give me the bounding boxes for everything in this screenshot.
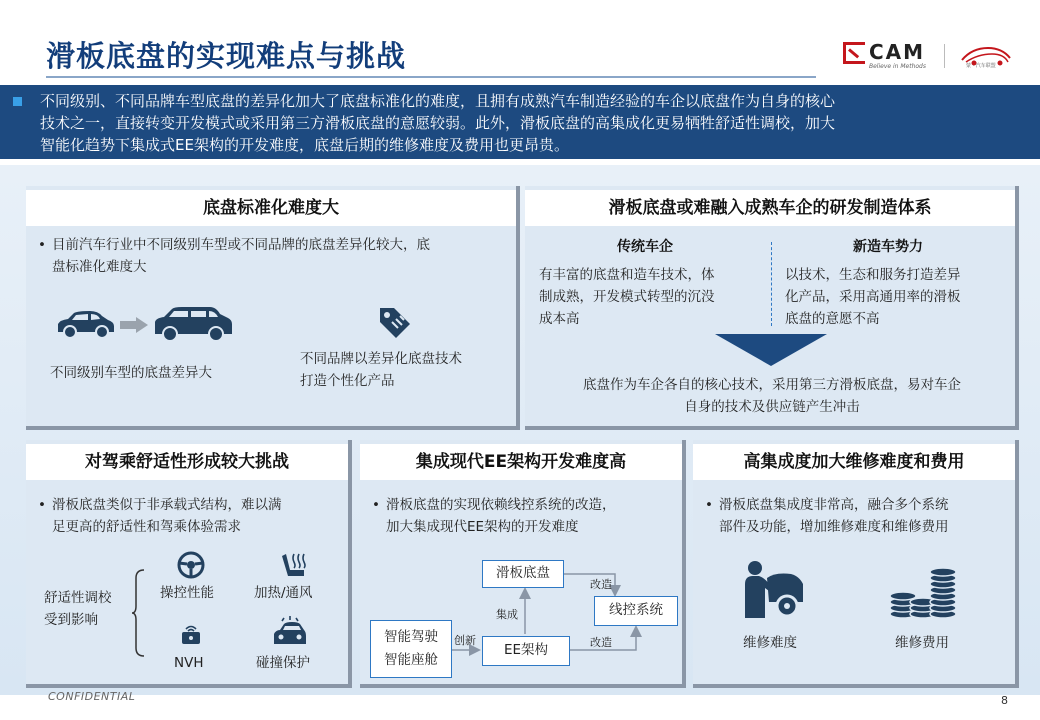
page-number: 8 [1001, 694, 1008, 707]
label-innovate: 创新 [454, 634, 476, 647]
text-line-1: 底盘作为车企各自的核心技术，采用第三方滑板底盘，易对车企 [583, 377, 961, 393]
panel-ee-architecture-title: 集成现代EE架构开发难度高 [360, 444, 682, 480]
bracket-icon [132, 568, 146, 658]
caption-repair-cost: 维修费用 [895, 635, 949, 651]
label-modify-top: 改造 [590, 578, 612, 591]
caption-repair-difficulty: 维修难度 [743, 635, 797, 651]
panel-standardization [26, 186, 520, 430]
bullet-line-2: 盘标准化难度大 [52, 259, 147, 275]
text-line-2: 化产品，采用高通用率的滑板 [785, 289, 961, 305]
bullet-line-2: 足更高的舒适性和驾乘体验需求 [52, 519, 241, 535]
text-line-2: 自身的技术及供应链产生冲击 [684, 399, 860, 415]
cam-logo-mark-icon [843, 42, 865, 64]
text-line-2: 智能座舱 [384, 652, 438, 668]
text-line-1: 舒适性调校 [44, 590, 112, 606]
flow-box-wire-control: 线控系统 [594, 596, 678, 626]
flow-box-smart-driving-cockpit [370, 620, 452, 678]
new-ev-maker-heading: 新造车势力 [853, 239, 923, 255]
logo-separator [944, 44, 945, 68]
caption-brand-differentiation [300, 348, 462, 392]
summary-bullet-icon [13, 97, 22, 106]
coin-stacks-icon [889, 564, 959, 620]
panel-ee-architecture [360, 440, 686, 688]
new-ev-maker-text [785, 264, 961, 330]
cam-logo-tagline: Believe in Methods [869, 63, 926, 70]
suv-car-icon [152, 306, 234, 342]
mechanic-repair-icon [741, 558, 805, 622]
flow-box-ee-architecture: EE架构 [482, 636, 570, 666]
summary-banner [0, 85, 1040, 159]
traditional-oem-heading: 传统车企 [617, 239, 673, 255]
comfort-item-nvh: NVH [174, 655, 204, 671]
column-divider [771, 242, 772, 326]
heated-seat-icon [280, 550, 310, 580]
text-line-1: 智能驾驶 [384, 629, 438, 645]
label-modify-bottom: 改造 [590, 636, 612, 649]
price-tag-icon [378, 306, 412, 340]
summary-line-1: 不同级别、不同品牌车型底盘的差异化加大了底盘标准化的难度，且拥有成熟汽车制造经验的车企以底盘作为自身的核心 [40, 92, 836, 110]
text-line-1: 有丰富的底盘和造车技术，体 [539, 267, 715, 283]
steering-wheel-icon [176, 550, 206, 580]
text-line-3: 底盘的意愿不高 [785, 311, 880, 327]
text-line-3: 成本高 [539, 311, 580, 327]
cam-logo-name: CAM [869, 40, 926, 64]
comfort-item-crash-protection: 碰撞保护 [256, 655, 310, 671]
bullet-line-1: • 目前汽车行业中不同级别车型或不同品牌的底盘差异化较大，底 [52, 237, 430, 253]
panel-standardization-bullet [52, 234, 512, 278]
caption-vehicle-class: 不同级别车型的底盘差异大 [50, 365, 212, 381]
label-integrate: 集成 [496, 608, 518, 621]
panel-oem-integration [525, 186, 1019, 430]
car-crash-icon [270, 616, 308, 648]
panel-oem-integration-title: 滑板底盘或难融入成熟车企的研发制造体系 [525, 190, 1015, 226]
comfort-item-heating-ventilation: 加热/通风 [254, 585, 313, 601]
bullet-line-1: • 滑板底盘的实现依赖线控系统的改造， [386, 497, 616, 513]
panel-comfort-title: 对驾乘舒适性形成较大挑战 [26, 444, 348, 480]
panel-repair-title: 高集成度加大维修难度和费用 [693, 444, 1015, 480]
panel-comfort [26, 440, 352, 688]
traditional-oem-text [539, 264, 715, 330]
comfort-affected-label [44, 587, 112, 631]
panel-comfort-bullet [52, 494, 348, 538]
panel-repair-bullet [719, 494, 1015, 538]
car-logo-text: 蒙 · 汽车联盟 [966, 63, 996, 69]
sedan-car-icon [54, 310, 116, 340]
panel-repair [693, 440, 1019, 688]
down-chevron-arrow-icon [715, 334, 827, 366]
cam-logo [843, 42, 926, 70]
bullet-line-1: • 滑板底盘集成度非常高，融合多个系统 [719, 497, 949, 513]
confidential-label: CONFIDENTIAL [48, 690, 136, 703]
nvh-sensor-icon [178, 620, 204, 646]
panel-standardization-title: 底盘标准化难度大 [26, 190, 516, 226]
title-underline [46, 76, 816, 78]
page-title: 滑板底盘的实现难点与挑战 [46, 39, 407, 73]
bullet-line-2: 部件及功能，增加维修难度和维修费用 [719, 519, 949, 535]
text-line-2: 制成熟，开发模式转型的沉没 [539, 289, 715, 305]
comfort-item-handling: 操控性能 [160, 585, 214, 601]
bullet-line-1: • 滑板底盘类似于非承载式结构，难以满 [52, 497, 282, 513]
text-line-1: 以技术，生态和服务打造差异 [785, 267, 961, 283]
text-line-2: 受到影响 [44, 612, 98, 628]
bullet-line-2: 加大集成现代EE架构的开发难度 [386, 519, 579, 535]
flow-box-skateboard-chassis: 滑板底盘 [482, 560, 564, 588]
summary-line-2: 技术之一，直接转变开发模式或采用第三方滑板底盘的意愿较弱。此外，滑板底盘的高集成化更易牺牲舒适性调校，加大 [40, 114, 836, 132]
conclusion-text [525, 374, 1019, 418]
summary-line-3: 智能化趋势下集成式EE架构的开发难度，底盘后期的维修难度及费用也更昂贵。 [40, 136, 569, 154]
arrow-right-icon [120, 317, 148, 333]
caption-line-1: 不同品牌以差异化底盘技术 [300, 351, 462, 367]
caption-line-2: 打造个性化产品 [300, 373, 395, 389]
